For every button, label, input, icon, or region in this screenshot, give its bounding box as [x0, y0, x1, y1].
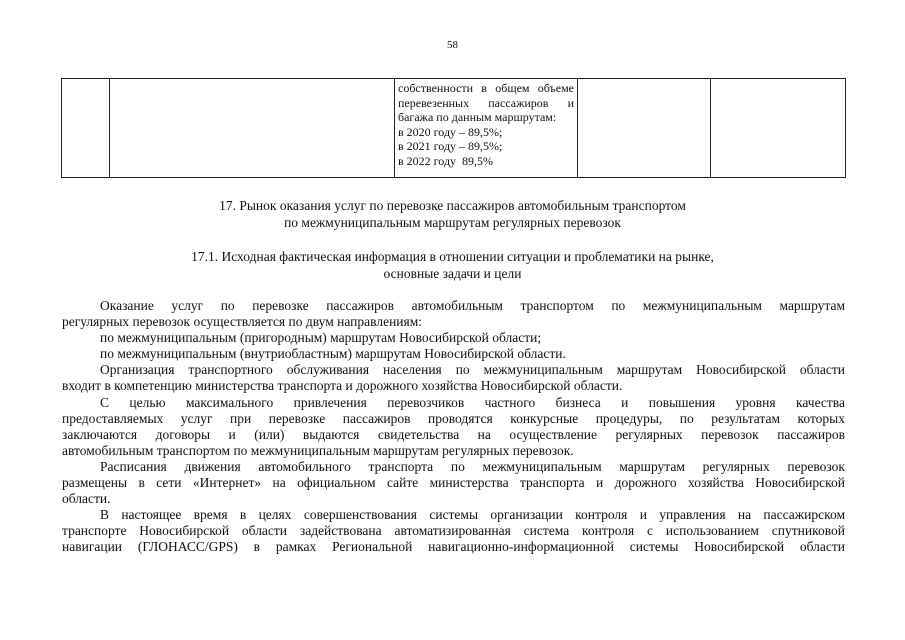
section-title-line: 17. Рынок оказания услуг по перевозке пассажиров автомобильным транспортом	[219, 198, 686, 213]
cell-line: перевезенных пассажиров и	[398, 95, 574, 110]
table-row	[62, 79, 846, 178]
table-cell	[578, 79, 711, 178]
paragraph-line: входит в компетенцию министерства транспорта и дорожного хозяйства Новосибирской области.	[62, 378, 623, 394]
paragraph-line: области.	[62, 491, 111, 507]
cell-line: в 2022 году 89,5%	[398, 153, 494, 168]
paragraph-line: Организация транспортного обслуживания населения по межмуниципальным маршрутам Новосибирской области	[100, 362, 845, 378]
paragraph-line: размещены в сети «Интернет» на официальном сайте министерства транспорта и дорожного хозяйства Новосибирской	[62, 475, 845, 491]
paragraph-line: С целью максимального привлечения перевозчиков частного бизнеса и повышения уровня качества	[100, 394, 845, 410]
paragraph-line: по межмуниципальным (внутриобластным) маршрутам Новосибирской области.	[100, 346, 566, 362]
continuation-table	[61, 78, 846, 178]
table-cell	[711, 79, 846, 178]
subsection-title	[0, 248, 905, 282]
paragraph-line: транспорте Новосибирской области задействована автоматизированная система контроля с использованием спутниковой	[62, 523, 845, 539]
table-cell	[110, 79, 395, 178]
table-cell	[62, 79, 110, 178]
page-number: 58	[447, 39, 458, 51]
paragraph-line: регулярных перевозок осуществляется по двум направлениям:	[62, 314, 423, 330]
body-text	[62, 298, 845, 556]
cell-line: собственности в общем объеме	[398, 81, 574, 95]
table-cell-indicator	[395, 79, 578, 178]
section-title	[0, 197, 905, 231]
cell-line: в 2021 году – 89,5%;	[398, 139, 503, 154]
subsection-title-line: 17.1. Исходная фактическая информация в отношении ситуации и проблематики на рынке,	[191, 249, 714, 264]
paragraph-line: Расписания движения автомобильного транспорта по межмуниципальным маршрутам регулярных перевозок	[100, 458, 845, 474]
paragraph-line: по межмуниципальным (пригородным) маршрутам Новосибирской области;	[100, 330, 542, 346]
paragraph-line: предоставляемых услуг при перевозке пассажиров проводятся конкурсные процедуры, по результатам которых	[62, 410, 845, 426]
paragraph-line: навигации (ГЛОНАСС/GPS) в рамках Региональной навигационно-информационной системы Новосибирской области	[62, 539, 845, 555]
paragraph-line: Оказание услуг по перевозке пассажиров автомобильным транспортом по межмуниципальным маршрутам	[100, 298, 845, 313]
section-title-line: по межмуниципальным маршрутам регулярных перевозок	[284, 215, 621, 230]
paragraph-line: заключаются договоры и (или) выдаются свидетельства на осуществление регулярных перевозок пассажиров	[62, 426, 845, 442]
cell-line: багажа по данным маршрутам:	[398, 110, 557, 125]
cell-line: в 2020 году – 89,5%;	[398, 124, 503, 139]
subsection-title-line: основные задачи и цели	[383, 266, 522, 281]
paragraph-line: В настоящее время в целях совершенствования системы организации контроля и управления на пассажирском	[100, 507, 845, 523]
paragraph-line: автомобильным транспортом по межмуниципальным маршрутам регулярных перевозок.	[62, 442, 574, 458]
